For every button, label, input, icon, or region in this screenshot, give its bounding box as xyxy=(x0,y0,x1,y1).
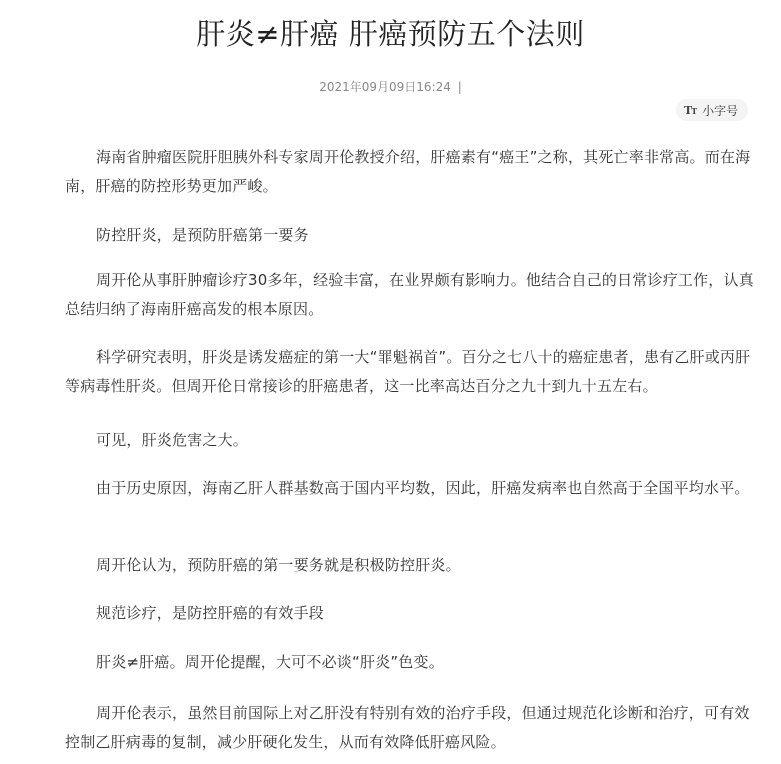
paragraph-1: 海南省肿瘤医院肝胆胰外科专家周开伦教授介绍，肝癌素有“癌王”之称，其死亡率非常高。而在海南，肝癌的防控形势更加严峻。 xyxy=(65,148,751,195)
paragraph-9: 肝炎≠肝癌。周开伦提醒，大可不必谈“肝炎”色变。 xyxy=(96,653,444,671)
paragraph-10: 周开伦表示，虽然目前国际上对乙肝没有特别有效的治疗手段，但通过规范化诊断和治疗，可有效控制乙肝病毒的复制，减少肝硬化发生，从而有效降低肝癌风险。 xyxy=(65,704,750,751)
font-size-toggle-label: 小字号 xyxy=(702,103,739,118)
paragraph-8: 规范诊疗，是防控肝癌的有效手段 xyxy=(96,604,325,622)
paragraph-7: 周开伦认为，预防肝癌的第一要务就是积极防控肝炎。 xyxy=(96,556,461,574)
article-title: 肝炎≠肝癌 肝癌预防五个法则 xyxy=(196,17,585,51)
article-meta xyxy=(0,78,781,96)
font-size-toggle-button[interactable] xyxy=(676,99,748,121)
publish-date: 2021年09月09日16:24 xyxy=(319,80,451,94)
text-size-icon: TT xyxy=(684,103,697,117)
paragraph-3: 周开伦从事肝肿瘤诊疗30多年，经验丰富，在业界颇有影响力。他结合自己的日常诊疗工作，认真总结归纳了海南肝癌高发的根本原因。 xyxy=(65,271,754,318)
paragraph-2: 防控肝炎，是预防肝癌第一要务 xyxy=(96,226,309,244)
paragraph-4: 科学研究表明，肝炎是诱发癌症的第一大“罪魁祸首”。百分之七八十的癌症患者，患有乙肝或丙肝等病毒性肝炎。但周开伦日常接诊的肝癌患者，这一比率高达百分之九十到九十五左右。 xyxy=(65,348,751,395)
meta-separator: | xyxy=(457,80,462,94)
paragraph-6: 由于历史原因，海南乙肝人群基数高于国内平均数，因此，肝癌发病率也自然高于全国平均水平。 xyxy=(96,479,750,497)
paragraph-5: 可见，肝炎危害之大。 xyxy=(96,431,249,449)
